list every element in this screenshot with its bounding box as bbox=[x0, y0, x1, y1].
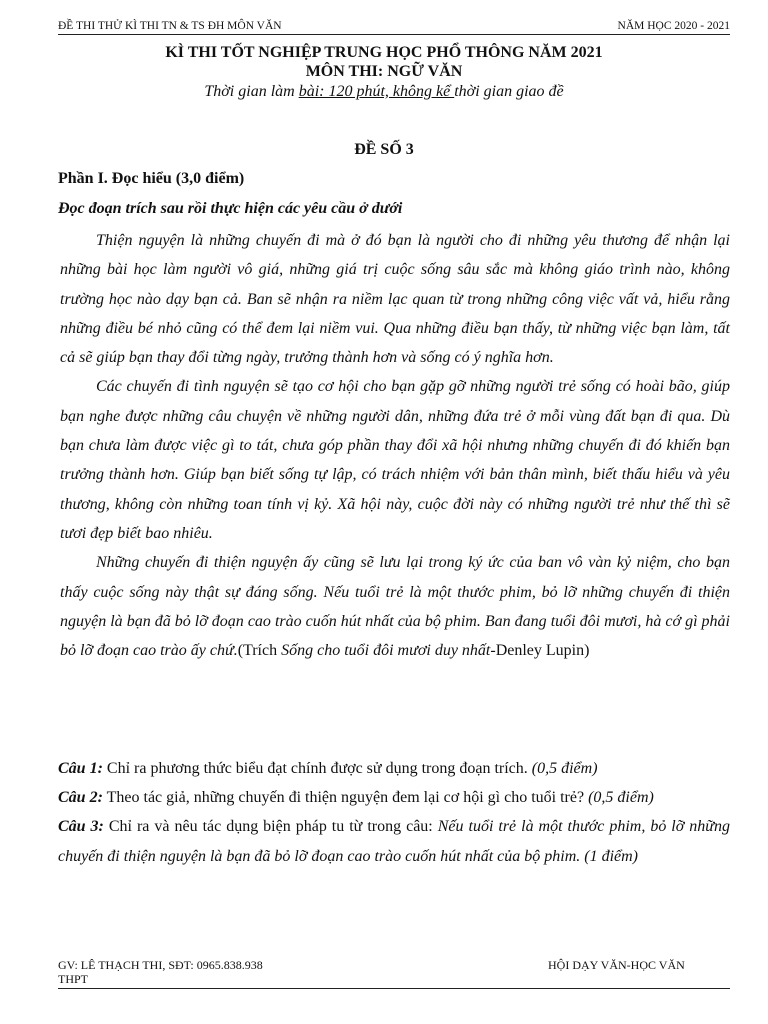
time-limit bbox=[0, 83, 768, 101]
passage-paragraph-2: Các chuyến đi tình nguyện sẽ tạo cơ hội cho bạn gặp gỡ những người trẻ sống có hoài bão, giúp bạn nghe được những câu chuyện về những người dân, những đứa trẻ ở mỗi vùng đất bạn đi qua. Dù bạn chưa làm được việc gì to tát, chưa góp phần thay đổi xã hội nhưng những chuyến đi đó khiến bạn trưởng thành hơn. Giúp bạn biết sống tự lập, có trách nhiệm với bản thân mình, biết thấu hiểu và yêu thương, không còn những toan tính vị kỷ. Xã hội này, cuộc đời này có những người trẻ như thế thì sẽ tươi đẹp biết bao nhiêu. bbox=[60, 378, 730, 542]
question-score: (1 điểm) bbox=[584, 847, 639, 865]
footer-school: THPT bbox=[58, 972, 88, 986]
passage-paragraph-3 bbox=[60, 548, 730, 665]
question-text: Chỉ ra và nêu tác dụng biện pháp tu từ trong câu: bbox=[103, 818, 438, 835]
question-3 bbox=[58, 812, 730, 871]
exam-title: KÌ THI TỐT NGHIỆP TRUNG HỌC PHỔ THÔNG NĂM 2021 bbox=[165, 44, 603, 61]
question-score: (0,5 điểm) bbox=[531, 760, 598, 777]
reading-passage bbox=[60, 226, 730, 665]
footer-association: HỘI DẠY VĂN-HỌC VĂN bbox=[548, 958, 685, 972]
citation-prefix: (Trích bbox=[237, 642, 282, 660]
time-limit-part-c: thời gian giao đề bbox=[454, 83, 564, 100]
question-score: (0,5 điểm) bbox=[588, 789, 654, 806]
page-header bbox=[58, 20, 730, 35]
subject-title: MÔN THI: NGỮ VĂN bbox=[305, 63, 463, 80]
page-footer bbox=[58, 958, 730, 989]
question-2 bbox=[58, 783, 730, 813]
question-text: Theo tác giả, những chuyến đi thiện nguyện đem lại cơ hội gì cho tuổi trẻ? bbox=[102, 789, 589, 806]
citation-author: -Denley Lupin) bbox=[490, 642, 590, 660]
question-label: Câu 1: bbox=[58, 760, 103, 777]
header-left-text: ĐỀ THI THỬ KÌ THI TN & TS ĐH MÔN VĂN bbox=[58, 20, 282, 32]
exam-number: ĐỀ SỐ 3 bbox=[354, 141, 414, 158]
time-limit-part-a: Thời gian làm bbox=[204, 83, 299, 100]
passage-paragraph-3-text: Những chuyến đi thiện nguyện ấy cũng sẽ lưu lại trong ký ức của ban vô vàn kỷ niệm, cho bạn thấy cuộc sống này thật sự đáng sống. Nếu tuổi trẻ là một thước phim, bỏ lỡ những chuyến đi thiện nguyện là bạn đã bỏ lỡ đoạn cao trào cuốn hút nhất của bộ phim. Ban đang tuổi đôi mươi, hà cớ gì phải bỏ lỡ đoạn cao trào ấy chứ. bbox=[60, 554, 730, 660]
question-text: Chỉ ra phương thức biểu đạt chính được sử dụng trong đoạn trích. bbox=[102, 760, 532, 777]
question-label: Câu 2: bbox=[58, 789, 103, 806]
section-heading: Phần I. Đọc hiểu (3,0 điểm) bbox=[58, 170, 245, 187]
question-label: Câu 3: bbox=[58, 818, 104, 835]
footer-teacher: GV: LÊ THẠCH THI, SĐT: 0965.838.938 bbox=[58, 958, 263, 972]
passage-paragraph-1: Thiện nguyện là những chuyến đi mà ở đó bạn là người cho đi những yêu thương để nhận lại những bài học làm người vô giá, những giá trị cuộc sống sâu sắc mà không giáo trình nào, không trường học nào dạy bạn cả. Ban sẽ nhận ra niềm lạc quan từ trong những công việc vất vả, hiểu rằng những điều bé nhỏ cũng có thể đem lại niềm vui. Qua những điều bạn thấy, từ những việc bạn làm, tất cả sẽ giúp bạn thay đổi từng ngày, trưởng thành hơn và sống có ý nghĩa hơn. bbox=[60, 232, 730, 367]
time-limit-underlined: bài: 120 phút, không kể bbox=[298, 83, 455, 100]
header-right-text: NĂM HỌC 2020 - 2021 bbox=[617, 20, 730, 32]
question-1 bbox=[58, 754, 730, 784]
question-quote: Nếu tuổi trẻ là một thước phim, bỏ lỡ những chuyến đi thiện nguyện là bạn đã bỏ lỡ đoạn cao trào cuốn hút nhất của bộ phim. bbox=[58, 818, 731, 865]
citation-title: Sống cho tuổi đôi mươi duy nhất bbox=[281, 642, 491, 660]
reading-instruction: Đọc đoạn trích sau rồi thực hiện các yêu cầu ở dưới bbox=[58, 200, 403, 217]
